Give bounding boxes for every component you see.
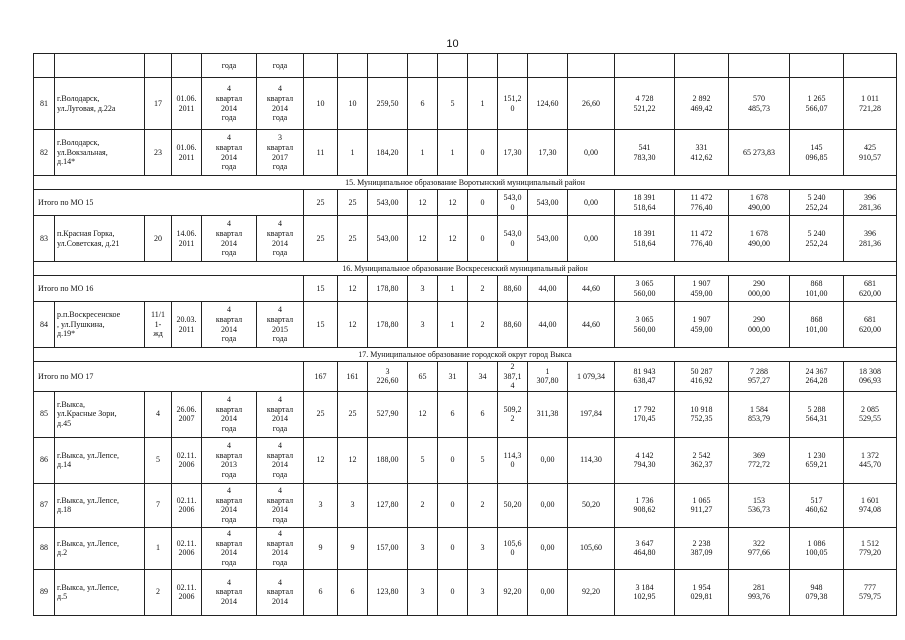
cell-c14: 17,30 <box>528 130 568 176</box>
cell-c18: 281 993,76 <box>729 569 790 615</box>
cell-c15: 92,20 <box>568 569 615 615</box>
row-number: 83 <box>34 216 55 262</box>
cell-c6: 4 квартал 2014 года <box>257 391 304 437</box>
cell-c13: 105,6 0 <box>498 527 528 569</box>
subtotal-cell-c16: 18 391 518,64 <box>615 190 675 216</box>
fragment-date-fact: года <box>257 54 304 78</box>
cell-c19: 5 240 252,24 <box>790 216 844 262</box>
table-row <box>34 302 897 348</box>
cell-c17: 10 918 752,35 <box>675 391 729 437</box>
row-address: г.Выкса, ул.Красные Зори, д.45 <box>55 391 145 437</box>
cell-c3: 11/1 1- жд <box>145 302 172 348</box>
row-number: 88 <box>34 527 55 569</box>
cell-c10: 6 <box>408 78 438 130</box>
cell-c10: 12 <box>408 216 438 262</box>
cell-c15: 26,60 <box>568 78 615 130</box>
cell-c5: 4 квартал 2013 года <box>202 437 257 483</box>
subtotal-cell-c9: 178,80 <box>368 276 408 302</box>
cell-c12: 2 <box>468 302 498 348</box>
subtotal-cell-c13: 88,60 <box>498 276 528 302</box>
section-header-row <box>34 176 897 190</box>
cell-c10: 1 <box>408 130 438 176</box>
subtotal-cell-c17: 50 287 416,92 <box>675 362 729 392</box>
cell-c3: 4 <box>145 391 172 437</box>
subtotal-cell-c20: 396 281,36 <box>844 190 897 216</box>
cell-c7: 11 <box>304 130 338 176</box>
cell-c11: 5 <box>438 78 468 130</box>
cell-c19: 1 086 100,05 <box>790 527 844 569</box>
cell-c6: 3 квартал 2017 года <box>257 130 304 176</box>
cell-c14: 0,00 <box>528 569 568 615</box>
housing-program-table <box>33 53 897 616</box>
cell-c4: 02.11. 2006 <box>172 527 202 569</box>
cell-c12: 3 <box>468 569 498 615</box>
row-number: 86 <box>34 437 55 483</box>
cell-c15: 50,20 <box>568 483 615 527</box>
subtotal-cell-c12: 2 <box>468 276 498 302</box>
cell-c3: 23 <box>145 130 172 176</box>
cell-c5: 4 квартал 2014 года <box>202 130 257 176</box>
subtotal-cell-c14: 543,00 <box>528 190 568 216</box>
cell-c20: 777 579,75 <box>844 569 897 615</box>
cell-c7: 15 <box>304 302 338 348</box>
row-number: 81 <box>34 78 55 130</box>
cell-c17: 331 412,62 <box>675 130 729 176</box>
cell-c19: 145 096,85 <box>790 130 844 176</box>
cell-c15: 0,00 <box>568 216 615 262</box>
subtotal-cell-c15: 44,60 <box>568 276 615 302</box>
cell-c7: 25 <box>304 391 338 437</box>
table-row <box>34 216 897 262</box>
cell-c3: 2 <box>145 569 172 615</box>
cell-c15: 0,00 <box>568 130 615 176</box>
cell-c19: 517 460,62 <box>790 483 844 527</box>
subtotal-cell-c20: 18 308 096,93 <box>844 362 897 392</box>
row-address: р.п.Воскресенское , ул.Пушкина, д.19* <box>55 302 145 348</box>
cell-c16: 4 142 794,30 <box>615 437 675 483</box>
cell-c6: 4 квартал 2014 года <box>257 216 304 262</box>
cell-c8: 25 <box>338 216 368 262</box>
cell-c20: 1 601 974,08 <box>844 483 897 527</box>
row-address: г.Выкса, ул.Лепсе, д.5 <box>55 569 145 615</box>
section-header-row <box>34 262 897 276</box>
subtotal-row <box>34 190 897 216</box>
cell-c6: 4 квартал 2014 года <box>257 483 304 527</box>
subtotal-cell-c11: 31 <box>438 362 468 392</box>
cell-c9: 527,90 <box>368 391 408 437</box>
subtotal-cell-c14: 1 307,80 <box>528 362 568 392</box>
cell-c3: 5 <box>145 437 172 483</box>
cell-c18: 1 678 490,00 <box>729 216 790 262</box>
cell-c19: 1 230 659,21 <box>790 437 844 483</box>
cell-c11: 0 <box>438 437 468 483</box>
cell-c13: 50,20 <box>498 483 528 527</box>
cell-c7: 25 <box>304 216 338 262</box>
cell-c4: 26.06. 2007 <box>172 391 202 437</box>
cell-c16: 3 065 560,00 <box>615 302 675 348</box>
cell-c13: 114,3 0 <box>498 437 528 483</box>
cell-c5: 4 квартал 2014 года <box>202 78 257 130</box>
subtotal-cell-c13: 2 387,1 4 <box>498 362 528 392</box>
subtotal-cell-c8: 25 <box>338 190 368 216</box>
cell-c19: 948 079,38 <box>790 569 844 615</box>
cell-c9: 123,80 <box>368 569 408 615</box>
cell-c6: 4 квартал 2015 года <box>257 302 304 348</box>
cell-c17: 1 065 911,27 <box>675 483 729 527</box>
cell-c8: 12 <box>338 302 368 348</box>
cell-c13: 92,20 <box>498 569 528 615</box>
cell-c20: 2 085 529,55 <box>844 391 897 437</box>
cell-c7: 6 <box>304 569 338 615</box>
cell-c3: 17 <box>145 78 172 130</box>
cell-c7: 10 <box>304 78 338 130</box>
cell-c5: 4 квартал 2014 года <box>202 527 257 569</box>
cell-c15: 114,30 <box>568 437 615 483</box>
subtotal-cell-c19: 5 240 252,24 <box>790 190 844 216</box>
subtotal-cell-c9: 543,00 <box>368 190 408 216</box>
subtotal-cell-c7: 167 <box>304 362 338 392</box>
cell-c13: 151,2 0 <box>498 78 528 130</box>
row-address: г.Володарск, ул.Вокзальная, д.14* <box>55 130 145 176</box>
subtotal-cell-c15: 1 079,34 <box>568 362 615 392</box>
subtotal-cell-c17: 11 472 776,40 <box>675 190 729 216</box>
subtotal-cell-c14: 44,00 <box>528 276 568 302</box>
subtotal-cell-c19: 24 367 264,28 <box>790 362 844 392</box>
cell-c14: 0,00 <box>528 483 568 527</box>
cell-c10: 5 <box>408 437 438 483</box>
row-address: г.Выкса, ул.Лепсе, д.2 <box>55 527 145 569</box>
table-row <box>34 483 897 527</box>
cell-c5: 4 квартал 2014 года <box>202 216 257 262</box>
cell-c12: 5 <box>468 437 498 483</box>
cell-c5: 4 квартал 2014 года <box>202 302 257 348</box>
cell-c8: 9 <box>338 527 368 569</box>
section-header-row <box>34 348 897 362</box>
cell-c17: 11 472 776,40 <box>675 216 729 262</box>
cell-c3: 20 <box>145 216 172 262</box>
cell-c20: 396 281,36 <box>844 216 897 262</box>
subtotal-cell-c10: 3 <box>408 276 438 302</box>
row-number: 87 <box>34 483 55 527</box>
subtotal-label: Итого по МО 16 <box>34 276 304 302</box>
cell-c5: 4 квартал 2014 года <box>202 391 257 437</box>
cell-c9: 127,80 <box>368 483 408 527</box>
subtotal-cell-c8: 161 <box>338 362 368 392</box>
cell-c9: 184,20 <box>368 130 408 176</box>
cell-c7: 12 <box>304 437 338 483</box>
cell-c8: 25 <box>338 391 368 437</box>
row-number: 82 <box>34 130 55 176</box>
row-number: 85 <box>34 391 55 437</box>
cell-c13: 17,30 <box>498 130 528 176</box>
cell-c9: 178,80 <box>368 302 408 348</box>
cell-c13: 543,0 0 <box>498 216 528 262</box>
cell-c12: 6 <box>468 391 498 437</box>
cell-c11: 0 <box>438 569 468 615</box>
subtotal-cell-c20: 681 620,00 <box>844 276 897 302</box>
table-row <box>34 391 897 437</box>
row-address: п.Красная Горка, ул.Советская, д.21 <box>55 216 145 262</box>
page-number: 10 <box>446 38 459 50</box>
cell-c11: 1 <box>438 302 468 348</box>
cell-c9: 188,00 <box>368 437 408 483</box>
cell-c16: 3 184 102,95 <box>615 569 675 615</box>
cell-c9: 259,50 <box>368 78 408 130</box>
subtotal-cell-c13: 543,0 0 <box>498 190 528 216</box>
section-title: 17. Муниципальное образование городской округ город Выкса <box>34 348 897 362</box>
cell-c4: 02.11. 2006 <box>172 437 202 483</box>
cell-c20: 425 910,57 <box>844 130 897 176</box>
cell-c9: 157,00 <box>368 527 408 569</box>
subtotal-cell-c11: 12 <box>438 190 468 216</box>
cell-c10: 2 <box>408 483 438 527</box>
cell-c18: 153 536,73 <box>729 483 790 527</box>
cell-c4: 02.11. 2006 <box>172 483 202 527</box>
cell-c13: 88,60 <box>498 302 528 348</box>
table-row <box>34 78 897 130</box>
subtotal-cell-c18: 290 000,00 <box>729 276 790 302</box>
subtotal-cell-c9: 3 226,60 <box>368 362 408 392</box>
cell-c3: 7 <box>145 483 172 527</box>
subtotal-cell-c16: 81 943 638,47 <box>615 362 675 392</box>
cell-c13: 509,2 2 <box>498 391 528 437</box>
cell-c16: 17 792 170,45 <box>615 391 675 437</box>
cell-c8: 6 <box>338 569 368 615</box>
cell-c3: 1 <box>145 527 172 569</box>
fragment-date-plan: года <box>202 54 257 78</box>
table-row <box>34 130 897 176</box>
cell-c12: 1 <box>468 78 498 130</box>
cell-c19: 1 265 566,07 <box>790 78 844 130</box>
cell-c18: 1 584 853,79 <box>729 391 790 437</box>
cell-c17: 1 907 459,00 <box>675 302 729 348</box>
cell-c15: 197,84 <box>568 391 615 437</box>
subtotal-cell-c7: 25 <box>304 190 338 216</box>
cell-c14: 124,60 <box>528 78 568 130</box>
cell-c18: 369 772,72 <box>729 437 790 483</box>
cell-c10: 3 <box>408 569 438 615</box>
cell-c16: 541 783,30 <box>615 130 675 176</box>
cell-c12: 0 <box>468 130 498 176</box>
cell-c20: 681 620,00 <box>844 302 897 348</box>
cell-c10: 3 <box>408 302 438 348</box>
table-row <box>34 527 897 569</box>
cell-c17: 2 892 469,42 <box>675 78 729 130</box>
cell-c12: 3 <box>468 527 498 569</box>
cell-c15: 44,60 <box>568 302 615 348</box>
cell-c12: 2 <box>468 483 498 527</box>
row-number: 89 <box>34 569 55 615</box>
cell-c10: 3 <box>408 527 438 569</box>
cell-c18: 65 273,83 <box>729 130 790 176</box>
cell-c18: 290 000,00 <box>729 302 790 348</box>
subtotal-cell-c8: 12 <box>338 276 368 302</box>
cell-c18: 322 977,66 <box>729 527 790 569</box>
cell-c11: 1 <box>438 130 468 176</box>
cell-c17: 2 238 387,09 <box>675 527 729 569</box>
cell-c20: 1 372 445,70 <box>844 437 897 483</box>
subtotal-cell-c10: 12 <box>408 190 438 216</box>
cell-c20: 1 011 721,28 <box>844 78 897 130</box>
cell-c8: 1 <box>338 130 368 176</box>
subtotal-cell-c17: 1 907 459,00 <box>675 276 729 302</box>
cell-c11: 0 <box>438 527 468 569</box>
cell-c7: 9 <box>304 527 338 569</box>
cell-c14: 543,00 <box>528 216 568 262</box>
cell-c8: 12 <box>338 437 368 483</box>
cell-c6: 4 квартал 2014 года <box>257 527 304 569</box>
subtotal-cell-c19: 868 101,00 <box>790 276 844 302</box>
row-address: г.Выкса, ул.Лепсе, д.18 <box>55 483 145 527</box>
cell-c20: 1 512 779,20 <box>844 527 897 569</box>
subtotal-cell-c18: 7 288 957,27 <box>729 362 790 392</box>
cell-c4: 20.03. 2011 <box>172 302 202 348</box>
cell-c12: 0 <box>468 216 498 262</box>
cell-c6: 4 квартал 2014 <box>257 569 304 615</box>
cell-c4: 01.06. 2011 <box>172 130 202 176</box>
cell-c15: 105,60 <box>568 527 615 569</box>
subtotal-cell-c11: 1 <box>438 276 468 302</box>
cell-c7: 3 <box>304 483 338 527</box>
cell-c4: 01.06. 2011 <box>172 78 202 130</box>
cell-c17: 2 542 362,37 <box>675 437 729 483</box>
subtotal-cell-c10: 65 <box>408 362 438 392</box>
cell-c17: 1 954 029,81 <box>675 569 729 615</box>
cell-c4: 14.06. 2011 <box>172 216 202 262</box>
cell-c5: 4 квартал 2014 <box>202 569 257 615</box>
subtotal-label: Итого по МО 17 <box>34 362 304 392</box>
cell-c11: 0 <box>438 483 468 527</box>
cell-c14: 44,00 <box>528 302 568 348</box>
cell-c16: 4 728 521,22 <box>615 78 675 130</box>
subtotal-cell-c12: 34 <box>468 362 498 392</box>
row-address: г.Володарск, ул.Луговая, д.22а <box>55 78 145 130</box>
table-row <box>34 437 897 483</box>
row-address: г.Выкса, ул.Лепсе, д.14 <box>55 437 145 483</box>
subtotal-row <box>34 362 897 392</box>
cell-c16: 18 391 518,64 <box>615 216 675 262</box>
section-title: 16. Муниципальное образование Воскресенский муниципальный район <box>34 262 897 276</box>
cell-c11: 12 <box>438 216 468 262</box>
cell-c16: 1 736 908,62 <box>615 483 675 527</box>
subtotal-cell-c15: 0,00 <box>568 190 615 216</box>
subtotal-cell-c12: 0 <box>468 190 498 216</box>
cell-c4: 02.11. 2006 <box>172 569 202 615</box>
cell-c19: 868 101,00 <box>790 302 844 348</box>
cell-c6: 4 квартал 2014 года <box>257 437 304 483</box>
cell-c14: 0,00 <box>528 527 568 569</box>
subtotal-cell-c7: 15 <box>304 276 338 302</box>
cell-c14: 311,38 <box>528 391 568 437</box>
table-row <box>34 569 897 615</box>
cell-c5: 4 квартал 2014 года <box>202 483 257 527</box>
cell-c6: 4 квартал 2014 года <box>257 78 304 130</box>
cell-c8: 3 <box>338 483 368 527</box>
table-row-fragment <box>34 54 897 78</box>
cell-c19: 5 288 564,31 <box>790 391 844 437</box>
cell-c16: 3 647 464,80 <box>615 527 675 569</box>
row-number: 84 <box>34 302 55 348</box>
cell-c11: 6 <box>438 391 468 437</box>
cell-c9: 543,00 <box>368 216 408 262</box>
cell-c10: 12 <box>408 391 438 437</box>
cell-c8: 10 <box>338 78 368 130</box>
cell-c14: 0,00 <box>528 437 568 483</box>
cell-c18: 570 485,73 <box>729 78 790 130</box>
subtotal-label: Итого по МО 15 <box>34 190 304 216</box>
subtotal-cell-c16: 3 065 560,00 <box>615 276 675 302</box>
section-title: 15. Муниципальное образование Воротынский муниципальный район <box>34 176 897 190</box>
subtotal-row <box>34 276 897 302</box>
subtotal-cell-c18: 1 678 490,00 <box>729 190 790 216</box>
